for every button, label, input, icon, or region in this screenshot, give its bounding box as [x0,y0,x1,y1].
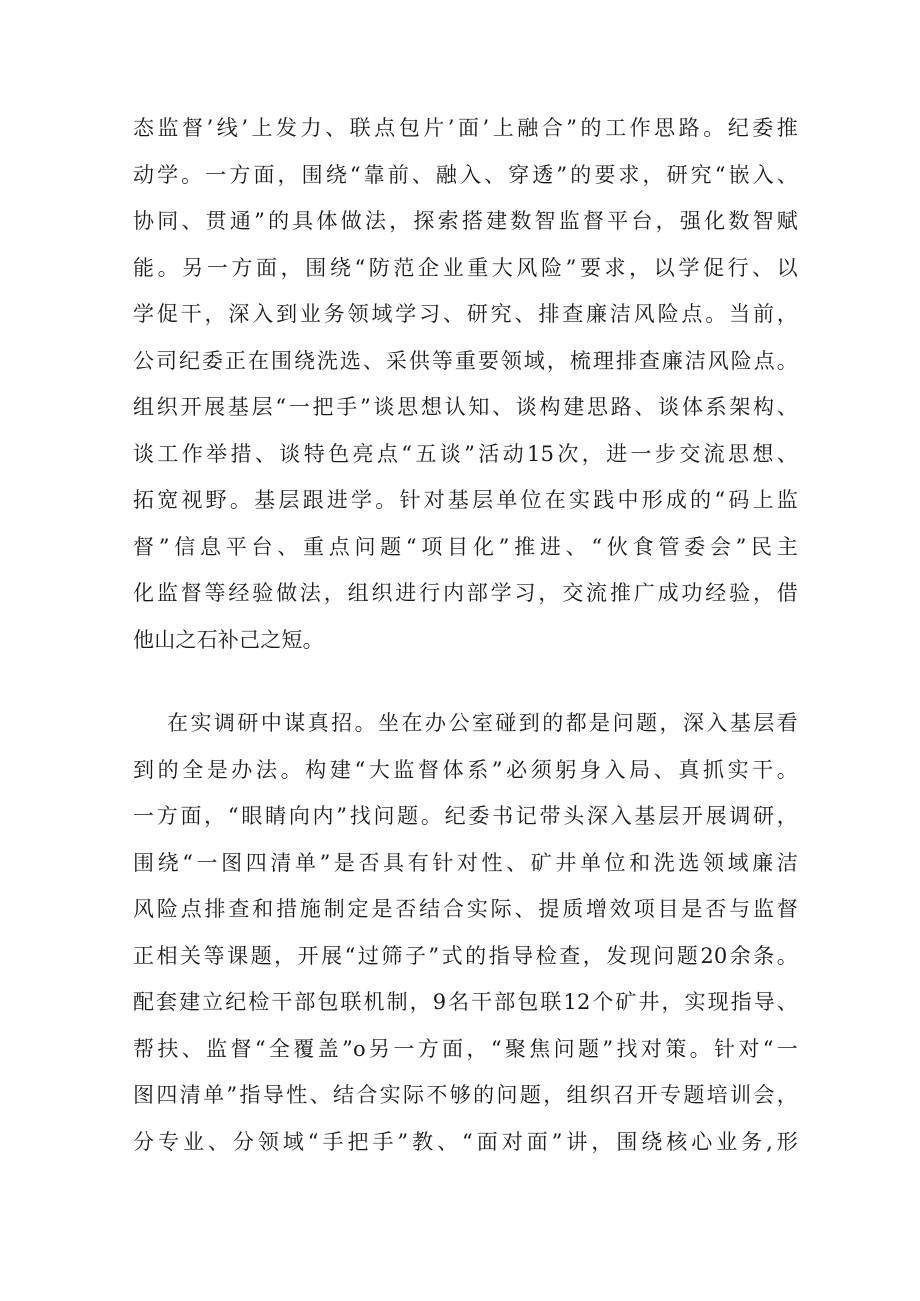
paragraph-line: 态监督’线’上发力、联点包片’面’上融合”的工作思路。纪委推 [133,116,798,140]
paragraph-line: 组织开展基层“一把手”谈思想认知、谈构建思路、谈体系架构、 [133,395,798,419]
paragraph-line: 帮扶、监督“全覆盖”o另一方面，“聚焦问题”找对策。针对“一 [133,1036,798,1061]
paragraph-line: 能。另一方面，围绕“防范企业重大风险”要求，以学促行、以 [133,255,798,280]
paragraph-line: 公司纪委正在围绕洗选、采供等重要领域，梳理排查廉洁风险点。 [133,348,798,373]
paragraph-line: 学促干，深入到业务领域学习、研究、排查廉洁风险点。当前， [133,302,798,326]
paragraph-line: 图四清单”指导性、结合实际不够的问题，组织召开专题培训会， [133,1083,798,1107]
paragraph-line: 谈工作举措、谈特色亮点“五谈”活动15次，进一步交流思想、 [133,441,798,466]
paragraph-line: 他山之石补己之短。 [133,627,324,652]
paragraph-line: 到的全是办法。构建“大监督体系”必须躬身入局、真抓实干。 [133,757,798,782]
paragraph-line: 分专业、分领域“手把手”教、“面对面”讲，围绕核心业务,形 [133,1129,798,1154]
paragraph-line: 围绕“一图四清单”是否具有针对性、矿井单位和洗选领域廉洁 [133,850,798,875]
paragraph-line: 配套建立纪检干部包联机制，9名干部包联12个矿井，实现指导、 [133,990,798,1014]
paragraph-line: 协同、贯通”的具体做法，探索搭建数智监督平台，强化数智赋 [133,209,798,233]
paragraph-line: 一方面，“眼睛向内”找问题。纪委书记带头深入基层开展调研， [133,804,798,828]
paragraph-1 [133,105,798,663]
paragraph-line: 动学。一方面，围绕“靠前、融入、穿透”的要求，研究“嵌入、 [133,162,798,187]
paragraph-line: 风险点排查和措施制定是否结合实际、提质增效项目是否与监督 [133,897,798,921]
paragraph-line: 督”信息平台、重点问题“项目化”推进、“伙食管委会”民主 [133,534,798,559]
paragraph-line: 正相关等课题，开展“过筛子”式的指导检查，发现问题20余条。 [133,943,798,968]
paragraph-2 [133,700,798,1165]
paragraph-line: 化监督等经验做法，组织进行内部学习，交流推广成功经验，借 [133,581,798,605]
paragraph-line: 在实调研中谋真招。坐在办公室碰到的都是问题，深入基层看 [167,711,798,735]
paragraph-line: 拓宽视野。基层跟进学。针对基层单位在实践中形成的“码上监 [133,488,798,512]
